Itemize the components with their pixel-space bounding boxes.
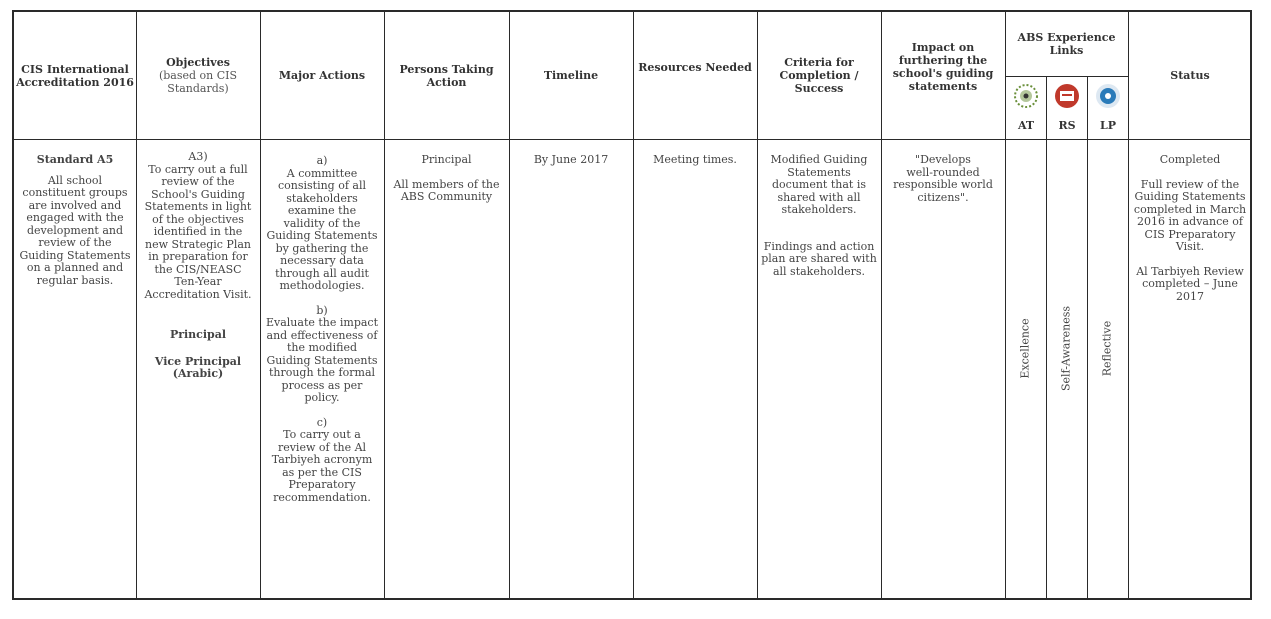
header-status: Status (1170, 69, 1210, 82)
header-accreditation: CIS International Accreditation 2016 (16, 62, 134, 89)
header-major-actions: Major Actions (278, 69, 366, 82)
resources-cell: Meeting times. (653, 153, 737, 166)
major-actions-cell: a) A committee consisting of all stakeholders examine the validity of the Guiding Statements by gathering the necessary data through all audit methodologies. b) Evaluate the impact and effectiveness of the modified Guiding Statements through the formal process as per policy. c) To carry out a review of the Al Tarbiyeh acronym as per the CIS Preparatory recommendation. (265, 154, 379, 504)
standard-cell: Standard A5 All school constituent groups are involved and engaged with the development and review of the Guiding Statements on a planned and regular basis. (19, 153, 131, 287)
header-persons: Persons Taking Action (399, 62, 494, 89)
header-impact: Impact on furthering the school's guiding statements (892, 41, 994, 93)
header-abs-links: ABS Experience Links (1017, 31, 1116, 57)
abs-sub-lp: LP (1099, 119, 1116, 132)
criteria-cell: Modified Guiding Statements document that is shared with all stakeholders. Findings and action plan are shared with all stakeholders. (761, 153, 877, 278)
abs-sub-at: AT (1017, 119, 1035, 132)
objective-person-vice-principal: Vice Principal (154, 354, 242, 368)
rs-logo-icon (1054, 83, 1080, 109)
link-reflective: Reflective (1100, 320, 1114, 377)
header-resources: Resources Needed (638, 60, 752, 74)
timeline-cell: By June 2017 (533, 153, 609, 166)
abs-sub-rs: RS (1058, 119, 1076, 132)
at-logo-icon (1013, 83, 1039, 109)
lp-logo-icon (1095, 83, 1121, 109)
header-objectives: Objectives (based on CIS Standards) (158, 56, 238, 95)
link-self-awareness: Self-Awareness (1059, 305, 1073, 392)
header-criteria: Criteria for Completion / Success (779, 56, 859, 95)
objective-person-principal: Principal (169, 328, 227, 341)
link-excellence: Excellence (1018, 318, 1032, 379)
impact-cell: "Develops well-rounded responsible world citizens". (893, 153, 993, 204)
status-badge: Completed (1159, 153, 1221, 166)
action-plan-table (12, 10, 1252, 600)
status-cell: Completed Full review of the Guiding Statements completed in March 2016 in advance of CIS Preparatory Visit. Al Tarbiyeh Review completed – June 2017 (1128, 154, 1252, 303)
objective-cell: A3) To carry out a full review of the School's Guiding Statements in light of the objectives identified in the new Strategic Plan in preparation for the CIS/NEASC Ten-Year Accreditation Visit. Principal Vice Principal (Arabic) (136, 151, 260, 381)
header-timeline: Timeline (543, 69, 599, 82)
persons-cell: Principal All members of the ABS Community (393, 153, 500, 203)
